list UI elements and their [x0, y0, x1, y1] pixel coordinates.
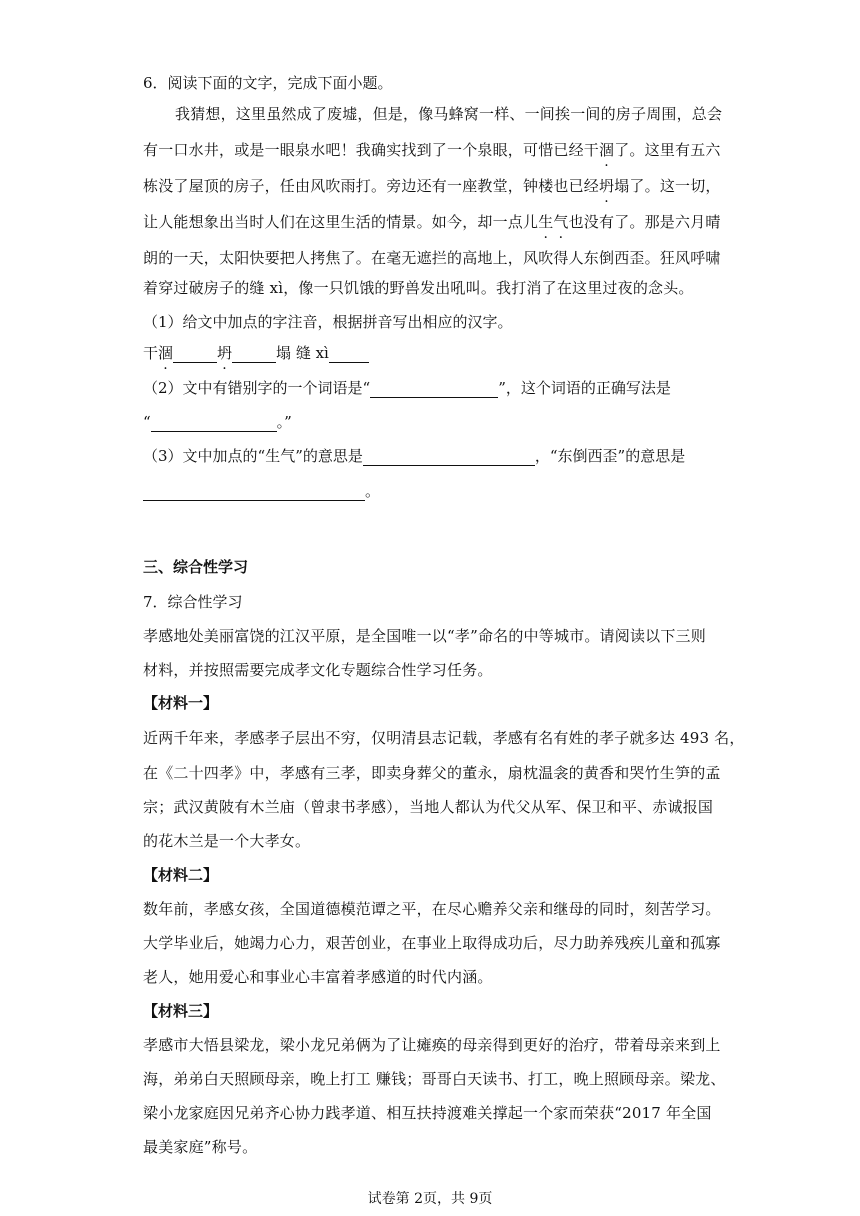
passage-line-2: 有一口水井，或是一眼泉水吧！我确实找到了一个泉眼，可惜已经干涸了。这里有五六	[143, 141, 721, 159]
dotted-char-sheng: 生	[538, 213, 554, 231]
answer-blank-correct-word[interactable]	[151, 415, 277, 432]
passage-line-3: 栋没了屋顶的房子，任由风吹雨打。旁边还有一座教堂，钟楼也已经坍塌了。这一切，	[143, 177, 721, 195]
sub-question-2: （2）文中有错别字的一个词语是“ ”，这个词语的正确写法是	[143, 379, 671, 397]
dotted-char-tan: 坍	[599, 177, 615, 195]
material-2-label: 【材料二】	[143, 866, 219, 884]
intro-line-1: 孝感地处美丽富饶的江汉平原，是全国唯一以“孝”命名的中等城市。请阅读以下三则	[143, 627, 706, 645]
material-1-line-2: 在《二十四孝》中，孝感有三孝，即卖身葬父的董永，扇枕温衾的黄香和哭竹生笋的孟	[143, 764, 721, 782]
passage-line-4: 让人能想象出当时人们在这里生活的情景。如今，却一点儿生气也没有了。那是六月晴	[143, 213, 721, 231]
passage-line-1: 我猜想，这里虽然成了废墟，但是，像马蜂窝一样、一间挨一间的房子周围，总会	[175, 105, 723, 123]
answer-blank-dongdaoxiwai[interactable]	[143, 484, 365, 501]
material-3-label: 【材料三】	[143, 1002, 219, 1020]
dotted-char-qi: 气	[553, 213, 569, 231]
answer-blank-xi[interactable]	[329, 346, 369, 363]
sub-question-2-cont: “ 。”	[143, 413, 292, 431]
material-3-line-1: 孝感市大悟县梁龙，梁小龙兄弟俩为了让瘫痪的母亲得到更好的治疗，带着母亲来到上	[143, 1036, 721, 1054]
answer-blank-wrong-word[interactable]	[370, 381, 498, 398]
sub-question-3-cont: 。	[143, 481, 380, 501]
material-1-label: 【材料一】	[143, 694, 219, 712]
material-3-line-2: 海，弟弟白天照顾母亲，晚上打工 赚钱；哥哥白天读书、打工，晚上照顾母亲。梁龙、	[143, 1070, 726, 1088]
question-6-title: 6．阅读下面的文字，完成下面小题。	[143, 74, 393, 92]
page-footer: 试卷第 2页，共 9页	[367, 1191, 493, 1207]
material-1-line-1: 近两千年来，孝感孝子层出不穷，仅明清县志记载，孝感有名有姓的孝子就多达 493 名，	[143, 729, 745, 747]
material-2-line-3: 老人，她用爱心和事业心丰富着孝感道的时代内涵。	[143, 968, 493, 986]
material-1-line-3: 宗；武汉黄陂有木兰庙（曾隶书孝感），当地人都认为代父从军、保卫和平、赤诚报国	[143, 798, 714, 816]
sub-question-1: （1）给文中加点的字注音，根据拼音写出相应的汉字。	[143, 313, 513, 331]
answer-blank-he[interactable]	[173, 346, 217, 363]
material-3-line-4: 最美家庭”称号。	[143, 1138, 258, 1156]
section-heading: 三、综合性学习	[143, 558, 249, 576]
material-2-line-1: 数年前，孝感女孩，全国道德模范谭之平，在尽心赡养父亲和继母的同时，刻苦学习。	[143, 900, 721, 918]
material-2-line-2: 大学毕业后，她竭力心力，艰苦创业，在事业上取得成功后，尽力助养残疾儿童和孤寡	[143, 934, 721, 952]
question-7-title: 7．综合性学习	[143, 593, 243, 611]
answer-blank-tan[interactable]	[232, 346, 276, 363]
sub-question-1-items: 干涸 坍 塌 缝 xì	[143, 343, 369, 363]
answer-blank-shengqi[interactable]	[363, 449, 535, 466]
material-1-line-4: 的花木兰是一个大孝女。	[143, 832, 311, 850]
dotted-char-he: 涸	[599, 141, 615, 159]
passage-line-5: 朗的一天，太阳快要把人拷焦了。在毫无遮拦的高地上，风吹得人东倒西歪。狂风呼啸	[143, 249, 721, 267]
material-3-line-3: 梁小龙家庭因兄弟齐心协力践孝道、相互扶持渡难关撑起一个家而荣获“2017 年全国	[143, 1104, 712, 1122]
sub-question-3: （3）文中加点的“生气”的意思是 ，“东倒西歪”的意思是	[143, 447, 686, 465]
intro-line-2: 材料，并按照需要完成孝文化专题综合性学习任务。	[143, 661, 493, 679]
passage-line-6: 着穿过破房子的缝 xì，像一只饥饿的野兽发出吼叫。我打消了在这里过夜的念头。	[143, 279, 694, 297]
